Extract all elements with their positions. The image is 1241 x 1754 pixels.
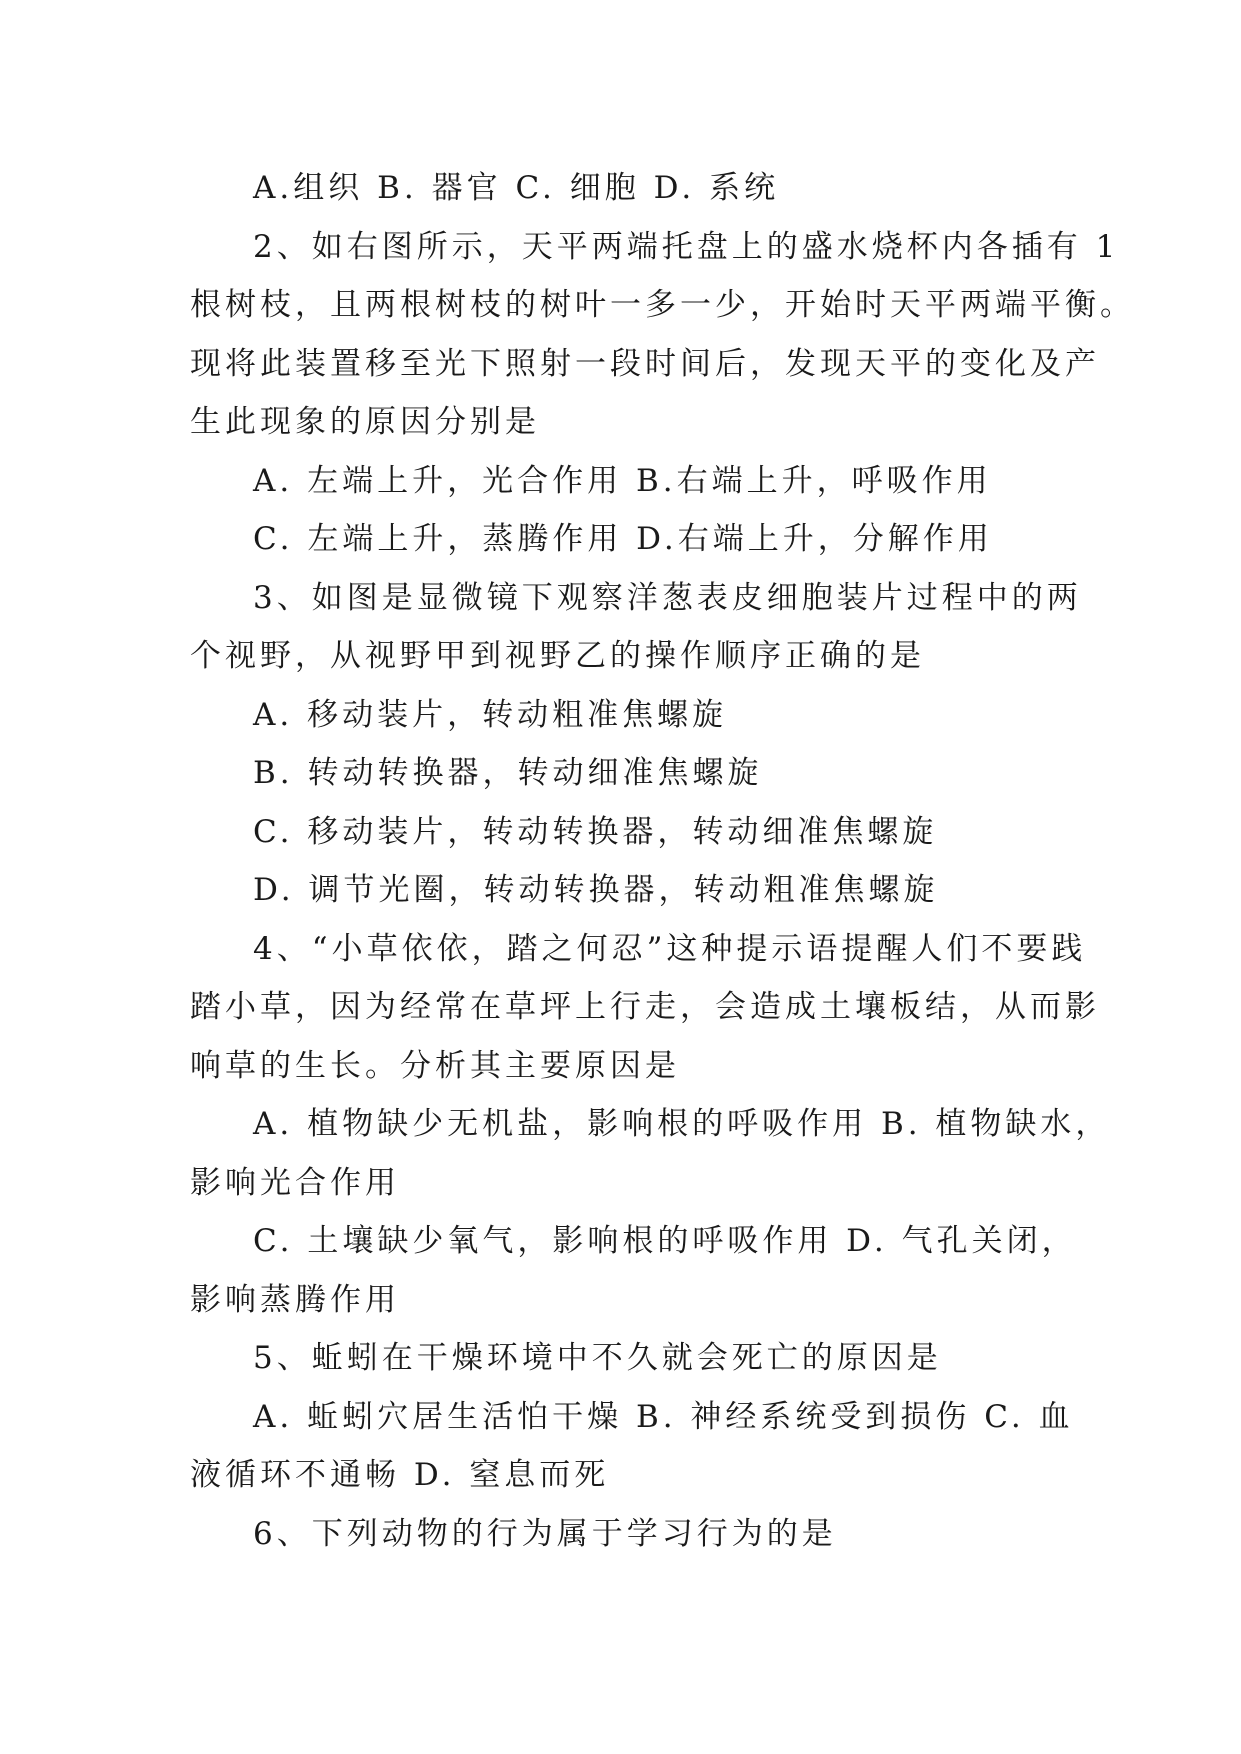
text-line: 个视野，从视野甲到视野乙的操作顺序正确的是 [190, 638, 925, 674]
text-line: 影响光合作用 [190, 1164, 400, 1201]
text-line: C. 移动装片，转动转换器，转动细准焦螺旋 [253, 813, 938, 850]
text-line: 2、如右图所示，天平两端托盘上的盛水烧杯内各插有 1 [253, 228, 1120, 265]
text-line: C. 左端上升，蒸腾作用 D.右端上升，分解作用 [253, 521, 993, 557]
text-line: A.组织 B. 器官 C. 细胞 D. 系统 [253, 170, 780, 206]
text-line: 4、“小草依依，踏之何忍”这种提示语提醒人们不要践 [253, 930, 1087, 967]
text-line: 6、下列动物的行为属于学习行为的是 [253, 1515, 837, 1552]
text-line: 踏小草，因为经常在草坪上行走，会造成土壤板结，从而影 [190, 989, 1100, 1025]
text-line: 响草的生长。分析其主要原因是 [190, 1047, 680, 1084]
text-line: A. 左端上升，光合作用 B.右端上升，呼吸作用 [253, 462, 992, 499]
text-line: 液循环不通畅 D. 窒息而死 [190, 1457, 610, 1493]
text-line: 影响蒸腾作用 [190, 1281, 400, 1318]
text-line: 3、如图是显微镜下观察洋葱表皮细胞装片过程中的两 [253, 579, 1082, 616]
text-line: C. 土壤缺少氧气，影响根的呼吸作用 D. 气孔关闭， [253, 1223, 1077, 1259]
text-line: 现将此装置移至光下照射一段时间后，发现天平的变化及产 [190, 345, 1100, 382]
text-line: 根树枝，且两根树枝的树叶一多一少，开始时天平两端平衡。 [190, 287, 1135, 323]
text-line: D. 调节光圈，转动转换器，转动粗准焦螺旋 [253, 872, 939, 908]
text-line: 5、蚯蚓在干燥环境中不久就会死亡的原因是 [253, 1340, 942, 1376]
text-line: A. 植物缺少无机盐，影响根的呼吸作用 B. 植物缺水， [253, 1106, 1111, 1142]
text-line: A. 移动装片，转动粗准焦螺旋 [253, 696, 728, 733]
text-line: 生此现象的原因分别是 [190, 404, 540, 440]
text-line: A. 蚯蚓穴居生活怕干燥 B. 神经系统受到损伤 C. 血 [253, 1398, 1074, 1435]
text-line: B. 转动转换器，转动细准焦螺旋 [253, 755, 763, 791]
document-body [190, 159, 1135, 1563]
